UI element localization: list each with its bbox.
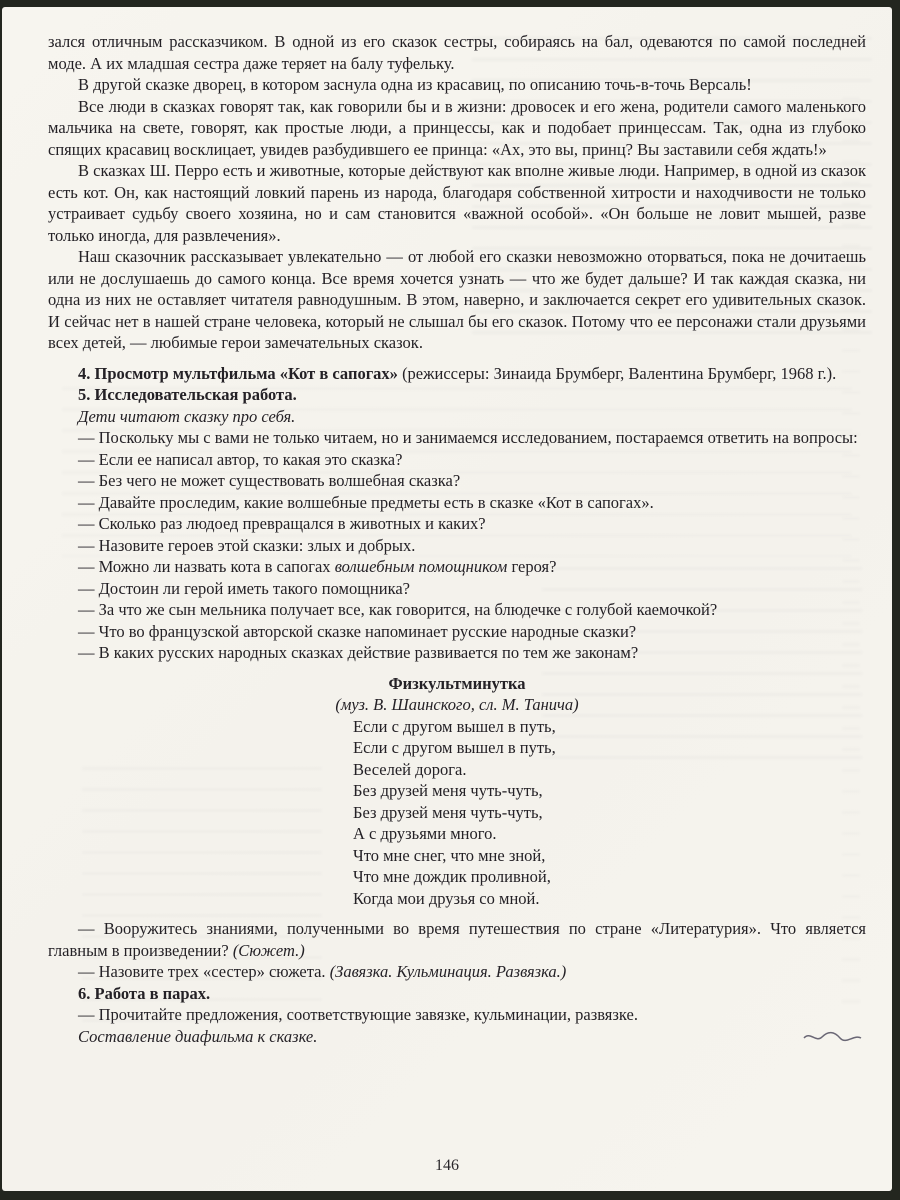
verse-line: А с друзьями много. bbox=[353, 824, 497, 843]
paragraph: — Назовите трех «сестер» сюжета. (Завязка. Кульминация. Развязка.) bbox=[78, 962, 567, 981]
centered-heading: Физкультминутка bbox=[388, 673, 526, 693]
paragraph: — Сколько раз людоед превращался в животных и каких? bbox=[78, 514, 486, 533]
paragraph: Составление диафильма к сказке. bbox=[78, 1026, 318, 1046]
paragraph: В сказках Ш. Перро есть и животные, которые действуют как вполне живые люди. Например, в одной из сказок есть кот. Он, как настоящий ловкий парень из народа, благодаря собственной хитрости и находчивости не только устраивает судьбу своего хозяина, но и сам становится «важной особой». «Он больше не ловит мышей, разве только иногда, для развлечения». bbox=[48, 161, 866, 245]
verse-line: Что мне снег, что мне зной, bbox=[353, 845, 546, 865]
song-verse bbox=[353, 716, 866, 910]
paragraph: — В каких русских народных сказках действие развивается по тем же законам? bbox=[78, 643, 639, 662]
verse-line: Без друзей меня чуть-чуть, bbox=[353, 781, 543, 800]
verse-line: Что мне дождик проливной, bbox=[353, 867, 551, 886]
verse-line: Если с другом вышел в путь, bbox=[353, 716, 556, 736]
paragraph: — Что во французской авторской сказке напоминает русские народные сказки? bbox=[78, 621, 637, 641]
paragraph: — Если ее написал автор, то какая это сказка? bbox=[78, 449, 403, 469]
page-content bbox=[48, 31, 866, 1047]
paragraph: Дети читают сказку про себя. bbox=[78, 406, 296, 426]
paragraph: — Давайте проследим, какие волшебные предметы есть в сказке «Кот в сапогах». bbox=[78, 492, 654, 512]
section-heading: 6. Работа в парах. bbox=[78, 983, 211, 1003]
verse-line: Если с другом вышел в путь, bbox=[353, 738, 556, 757]
paragraph: — Прочитайте предложения, соответствующие завязке, кульминации, развязке. bbox=[78, 1005, 638, 1024]
paragraph: Наш сказочник рассказывает увлекательно — от любой его сказки невозможно оторваться, пока не дочитаешь или не дослушаешь до самого конца. Все время хочется узнать — что же будет дальше? И так каждая сказка, ни одна из них не оставляет читателя равнодушным. В этом, наверно, и заключается секрет его удивительных сказок. И сейчас нет в нашей стране человека, который не слышал бы его сказок. Потому что ее персонажи стали друзьями всех детей, — любимые герои замечательных сказок. bbox=[48, 247, 866, 352]
page-number: 146 bbox=[435, 1157, 459, 1174]
paragraph: зался отличным рассказчиком. В одной из его сказок сестры, собираясь на бал, одеваются по самой последней моде. А их младшая сестра даже теряет на балу туфельку. bbox=[48, 32, 866, 73]
section-heading: 5. Исследовательская работа. bbox=[78, 385, 297, 404]
paragraph: — Достоин ли герой иметь такого помощника? bbox=[78, 578, 410, 598]
paragraph: — Без чего не может существовать волшебная сказка? bbox=[78, 471, 461, 490]
verse-line: Без друзей меня чуть-чуть, bbox=[353, 802, 543, 822]
verse-line: Когда мои друзья со мной. bbox=[353, 888, 540, 908]
paragraph: — За что же сын мельника получает все, как говорится, на блюдечке с голубой каемочкой? bbox=[78, 600, 718, 619]
paragraph: — Можно ли назвать кота в сапогах волшебным помощником героя? bbox=[78, 557, 557, 576]
paragraph: Все люди в сказках говорят так, как говорили бы и в жизни: дровосек и его жена, родители самого маленького мальчика на свете, говорят, как простые люди, а принцессы, как и подобает принцессам. Так, одна из глубоко спящих красавиц восклицает, увидев разбудившего ее принца: «Ах, это вы, принц? Вы заставили себя ждать!» bbox=[48, 96, 866, 159]
section-heading: 4. Просмотр мультфильма «Кот в сапогах» (режиссеры: Зинаида Брумберг, Валентина Брумберг, 1968 г.). bbox=[78, 363, 837, 383]
paragraph: — Вооружитесь знаниями, полученными во время путешествия по стране «Литературия». Что является главным в произведении? (Сюжет.) bbox=[48, 919, 866, 960]
verse-line: Веселей дорога. bbox=[353, 759, 467, 779]
page bbox=[2, 7, 892, 1191]
centered-text: (муз. В. Шаинского, сл. М. Танича) bbox=[335, 695, 579, 714]
paragraph: — Поскольку мы с вами не только читаем, но и занимаемся исследованием, постараемся ответить на вопросы: bbox=[78, 428, 858, 447]
paragraph: — Назовите героев этой сказки: злых и добрых. bbox=[78, 535, 416, 555]
paragraph: В другой сказке дворец, в котором заснула одна из красавиц, по описанию точь-в-точь Версаль! bbox=[78, 75, 752, 94]
